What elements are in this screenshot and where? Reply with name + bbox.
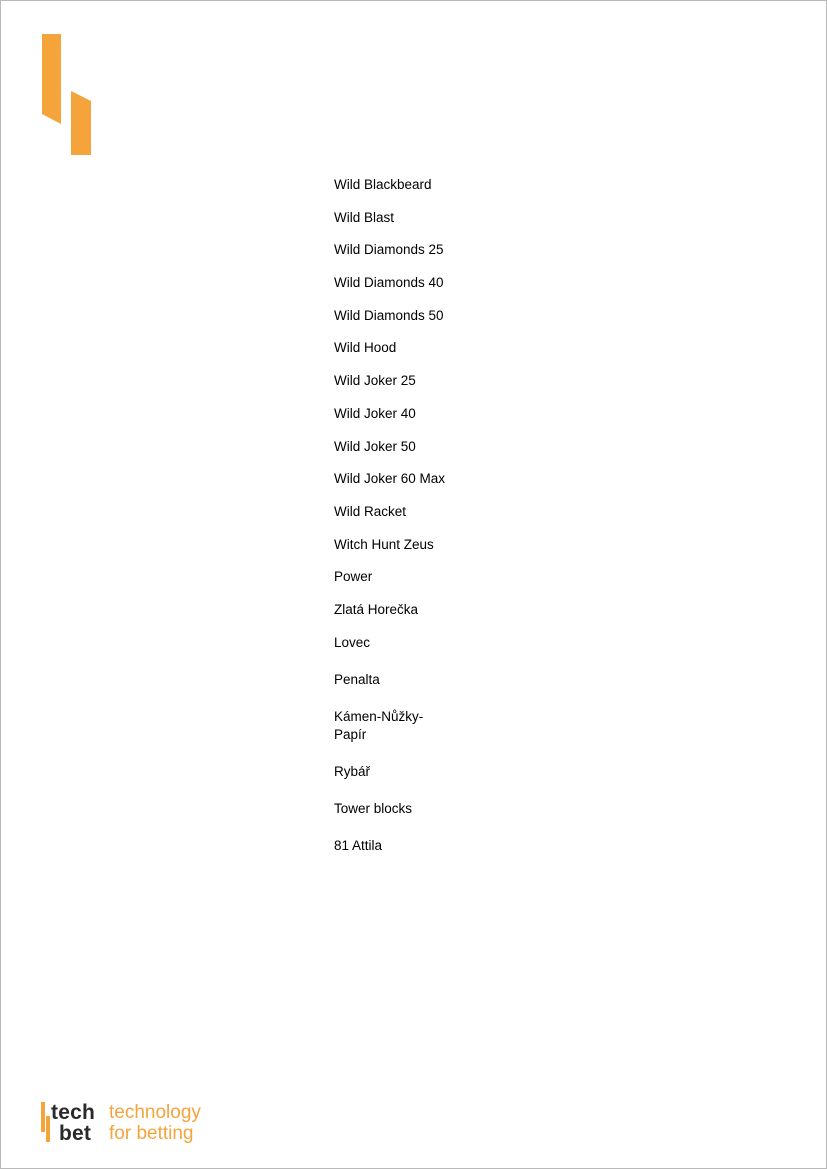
list-item: Wild Blast (334, 209, 395, 225)
list-item: Wild Joker 60 Max (334, 471, 446, 487)
brand-mark-icon (41, 34, 93, 156)
list-item: Wild Joker 25 (334, 373, 416, 389)
list-item: Wild Diamonds 25 (334, 242, 444, 258)
list-item: Wild Hood (334, 340, 397, 356)
list-item: Zlatá Horečka (334, 601, 419, 617)
list-item: Witch Hunt Zeus (334, 536, 434, 552)
logo-word-tech: tech (51, 1101, 95, 1124)
list-item: Wild Diamonds 40 (334, 275, 444, 291)
list-item: Power (334, 569, 373, 585)
list-item: Wild Blackbeard (334, 177, 432, 192)
list-item: Rybář (334, 763, 371, 779)
footer-logo (41, 1100, 241, 1146)
list-item: Wild Diamonds 50 (334, 307, 444, 323)
list-item: Tower blocks (334, 800, 413, 816)
list-item: 81 Attila (334, 837, 383, 853)
list-item: Lovec (334, 634, 371, 650)
logo-bars-icon (41, 1102, 51, 1142)
logo-tagline-2: for betting (109, 1123, 194, 1144)
list-item: Kámen-Nůžky-Papír (334, 708, 424, 742)
list-item: Wild Joker 40 (334, 405, 416, 421)
logo-word-bet: bet (59, 1122, 92, 1145)
game-list (334, 176, 534, 869)
list-item: Wild Racket (334, 503, 407, 519)
logo-tagline-1: technology (109, 1102, 201, 1123)
list-item: Penalta (334, 671, 380, 687)
list-item: Wild Joker 50 (334, 438, 416, 454)
